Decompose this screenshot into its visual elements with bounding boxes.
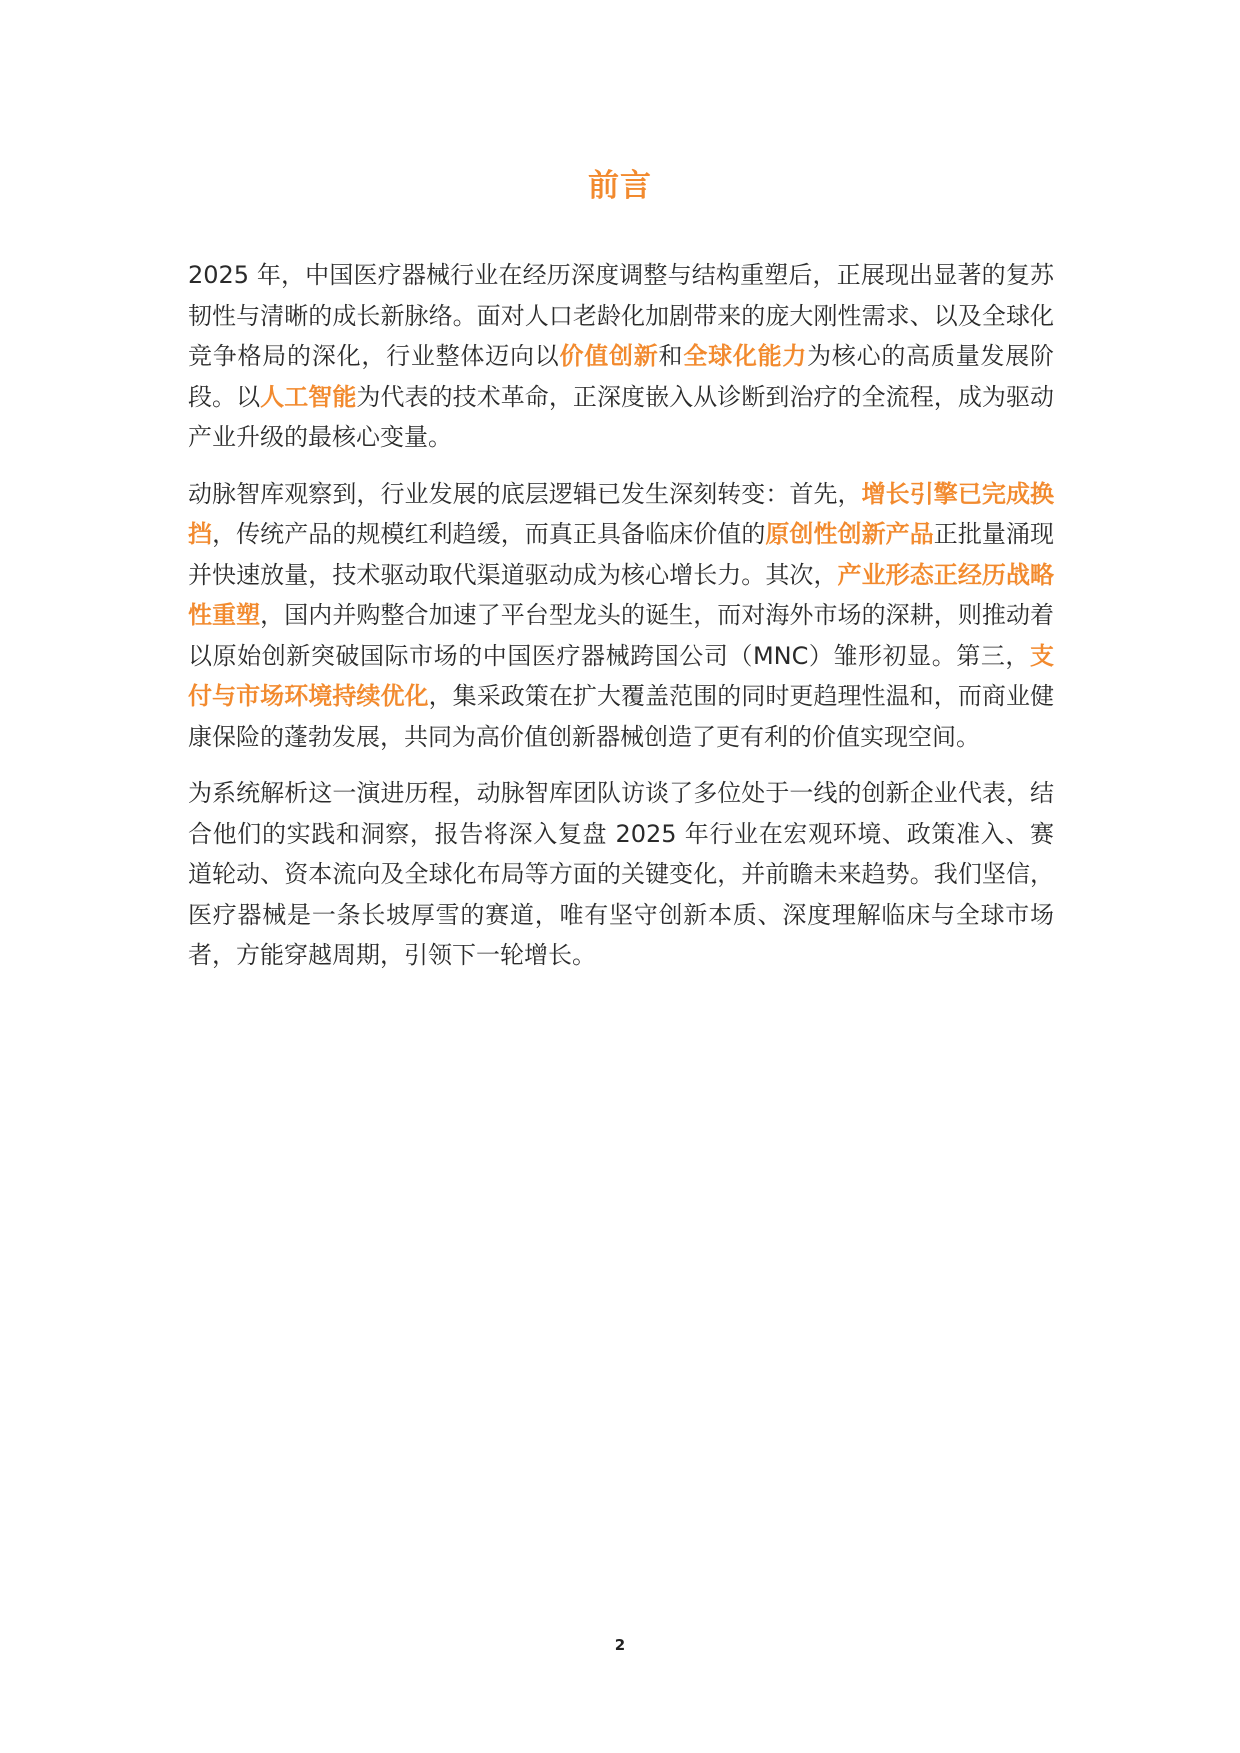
highlight-original-innovation: 原创性创新产品: [765, 520, 934, 548]
paragraph-text: 和: [658, 342, 684, 370]
paragraph-text: 动脉智库观察到，行业发展的底层逻辑已发生深刻转变：首先，: [188, 479, 862, 508]
page-title: 前言: [588, 168, 652, 204]
paragraph-3: [188, 773, 1054, 976]
paragraph-1: [188, 255, 1054, 458]
preface-body: [188, 255, 1054, 976]
paragraph-text: 正批量涌现并快速放量，技术驱动取代渠道驱动成为核心增长力。其次，: [188, 520, 1055, 589]
paragraph-text: 为核心的高质量发展阶段。以: [188, 342, 1055, 411]
paragraph-text: ，国内并购整合加速了平台型龙头的诞生，而对海外市场的深耕，则推动着以原始创新突破国际市场的中国医疗器械跨国公司（MNC）雏形初显。第三，: [188, 601, 1054, 670]
paragraph-text: 为代表的技术革命，正深度嵌入从诊断到治疗的全流程，成为驱动产业升级的最核心变量。: [188, 382, 1055, 451]
paragraph-2: [188, 474, 1054, 758]
highlight-industry-reshape: 产业形态正经历战略性重塑: [188, 560, 1055, 629]
highlight-growth-engine: 增长引擎已完成换挡: [188, 479, 1055, 548]
highlight-value-innovation: 价值创新: [559, 342, 659, 370]
page-number: 2: [614, 1636, 626, 1654]
paragraph-text: ，传统产品的规模红利趋缓，而真正具备临床价值的: [212, 520, 766, 548]
paragraph-text: ，集采政策在扩大覆盖范围的同时更趋理性温和，而商业健康保险的蓬勃发展，共同为高价值创新器械创造了更有利的价值实现空间。: [188, 682, 1055, 751]
highlight-payment-market: 支付与市场环境持续优化: [188, 641, 1054, 710]
paragraph-text: 为系统解析这一演进历程，动脉智库团队访谈了多位处于一线的创新企业代表，结合他们的实践和洞察，报告将深入复盘 2025 年行业在宏观环境、政策准入、赛道轮动、资本流向及全球化布局等方面的关键变化，并前瞻未来趋势。我们坚信，医疗器械是一条长坡厚雪的赛道，唯有坚守创新本质、深度理解临床与全球市场者，方能穿越周期，引领下一轮增长。: [188, 779, 1054, 969]
paragraph-text: 2025 年，中国医疗器械行业在经历深度调整与结构重塑后，正展现出显著的复苏韧性与清晰的成长新脉络。面对人口老龄化加剧带来的庞大刚性需求、以及全球化竞争格局的深化，行业整体迈向以: [188, 261, 1054, 370]
highlight-globalization: 全球化能力: [683, 342, 808, 370]
highlight-ai: 人工智能: [260, 382, 357, 411]
